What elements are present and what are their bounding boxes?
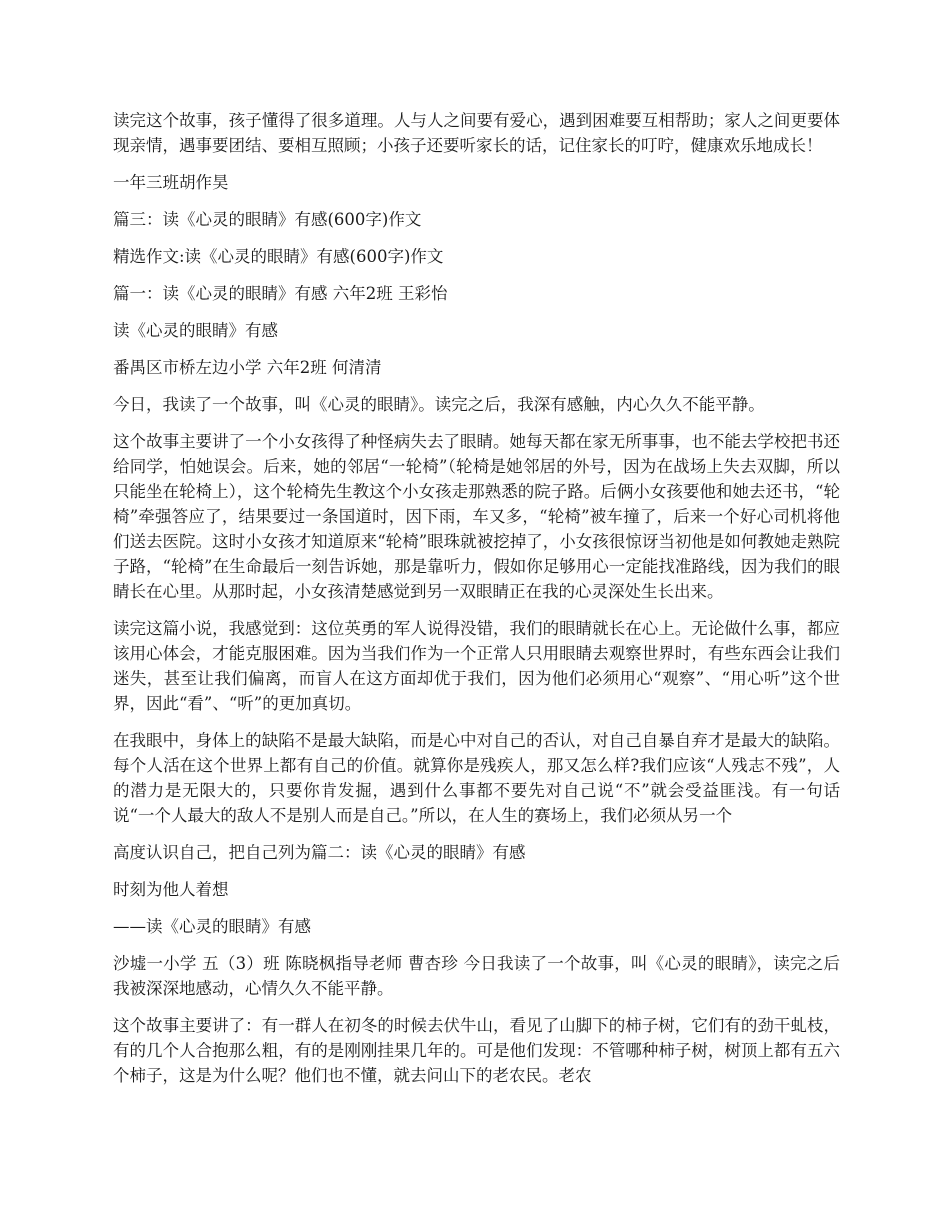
section-subheading: 精选作文:读《心灵的眼睛》有感(600字)作文 <box>113 247 444 266</box>
author-line: 一年三班胡作昊 <box>113 173 229 192</box>
section-heading: 篇三：读《心灵的眼睛》有感(600字)作文 <box>113 210 422 229</box>
author-line: 番禺区市桥左边小学 六年2班 何清清 <box>113 358 382 377</box>
paragraph-5: 在我眼中，身体上的缺陷不是最大缺陷，而是心中对自己的否认，对自己自暴自弃才是最大的缺陷。每个人活在这个世界上都有自己的价值。就算你是残疾人，那又怎么样?我们应该“人残志不残”，人的潜力是无限大的，只要你肯发掘，遇到什么事都不要先对自己说“不”就会受益匪浅。有一句话说“一个人最大的敌人不是别人而是自己。”所以，在人生的赛场上，我们必须从另一个 <box>113 731 840 825</box>
paragraph-4: 读完这篇小说，我感觉到：这位英勇的军人说得没错，我们的眼睛就长在心上。无论做什么事，都应该用心体会，才能克服困难。因为当我们作为一个正常人只用眼睛去观察世界时，有些东西会让我们迷失，甚至让我们偏离，而盲人在这方面却优于我们，因为他们必须用心“观察”、“用心听”这个世界，因此“看”、“听”的更加真切。 <box>113 619 840 713</box>
paragraph-2: 今日，我读了一个故事，叫《心灵的眼睛》。读完之后，我深有感触，内心久久不能平静。 <box>113 395 765 414</box>
article-subtitle: ——读《心灵的眼睛》有感 <box>113 917 311 936</box>
article-title: 时刻为他人着想 <box>113 880 229 899</box>
paragraph-3: 这个故事主要讲了一个小女孩得了种怪病失去了眼睛。她每天都在家无所事事，也不能去学校把书还给同学，怕她误会。后来，她的邻居“一轮椅”（轮椅是她邻居的外号，因为在战场上失去双脚，所以只能坐在轮椅上），这个轮椅先生教这个小女孩走那熟悉的院子路。后俩小女孩要他和她去还书，“轮椅”牵强答应了，结果要过一条国道时，因下雨，车又多，“轮椅”被车撞了，后来一个好心司机将他们送去医院。这时小女孩才知道原来“轮椅”眼珠就被挖掉了，小女孩很惊讶当初他是如何教她走熟院子路，“轮椅”在生命最后一刻告诉她，那是靠听力，假如你足够用心一定能找准路线，因为我们的眼睛长在心里。从那时起，小女孩清楚感觉到另一双眼睛正在我的心灵深处生长出来。 <box>113 432 840 601</box>
paragraph-8: 这个故事主要讲了：有一群人在初冬的时候去伏牛山，看见了山脚下的柿子树，它们有的劲干虬枝，有的几个人合抱那么粗，有的是刚刚挂果几年的。可是他们发现：不管哪种柿子树，树顶上都有五六个柿子，这是为什么呢？他们也不懂，就去问山下的老农民。老农 <box>113 1016 840 1085</box>
article-heading: 篇一：读《心灵的眼睛》有感 六年2班 王彩怡 <box>113 284 448 303</box>
paragraph-1: 读完这个故事，孩子懂得了很多道理。人与人之间要有爱心，遇到困难要互相帮助；家人之间更要体现亲情，遇事要团结、要相互照顾；小孩子还要听家长的话，记住家长的叮咛，健康欢乐地成长！ <box>113 111 840 155</box>
document-page <box>113 108 840 1100</box>
paragraph-7: 沙墟一小学 五（3）班 陈晓枫指导老师 曹杏珍 今日我读了一个故事，叫《心灵的眼睛》，读完之后我被深深地感动，心情久久不能平静。 <box>113 954 840 998</box>
paragraph-6: 高度认识自己，把自己列为篇二：读《心灵的眼睛》有感 <box>113 843 526 862</box>
article-title: 读《心灵的眼睛》有感 <box>113 321 278 340</box>
